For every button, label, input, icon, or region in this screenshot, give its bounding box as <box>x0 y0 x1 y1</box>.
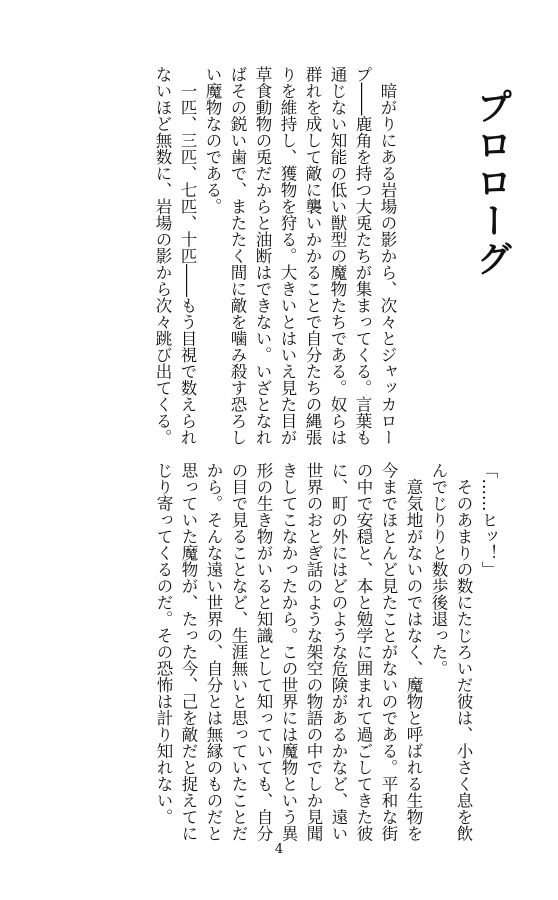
text-column: プ――鹿角を持つ大兎たちが集まってくる。言葉も <box>353 66 372 446</box>
text-column: から。そんな遠い世界の、自分とは無縁のものだと <box>204 462 223 842</box>
text-column: 意気地がないのではなく、魔物と呼ばれる生物を <box>404 462 423 842</box>
text-column: 群れを成して敵に襲いかかることで自分たちの縄張 <box>303 66 322 446</box>
text-column: りを維持し、獲物を狩る。大きいとはいえ見た目が <box>278 66 297 446</box>
page-number: 4 <box>274 842 284 857</box>
text-column: 思っていた魔物が、たった今、己を敵だと捉えてに <box>179 462 198 842</box>
text-column: んでじりりと数歩後退った。 <box>429 462 448 677</box>
text-column: きしてこなかったから。この世界には魔物という異 <box>279 462 298 842</box>
text-column: 形の生き物がいると知識として知っていても、自分 <box>254 462 273 842</box>
text-column: 草食動物の兎だからと油断はできない。いざとなれ <box>253 66 272 446</box>
text-column: 世界のおとぎ話のような架空の物語の中でしか見聞 <box>304 462 323 842</box>
text-column: そのあまりの数にたじろいだ彼は、小さく息を飲 <box>454 462 473 842</box>
text-column: 「……ヒッ！」 <box>479 462 498 578</box>
text-column: の中で安穏と、本と勉学に囲まれて過ごしてきた彼 <box>354 462 373 842</box>
text-column: 暗がりにある岩場の影から、次々とジャッカロー <box>378 66 397 446</box>
text-column: ばその鋭い歯で、またたく間に敵を噛み殺す恐ろし <box>228 66 247 446</box>
text-block-top <box>100 66 400 446</box>
text-column: 今までほとんど見たことがないのである。平和な街 <box>379 462 398 842</box>
text-column: い魔物なのである。 <box>203 66 222 215</box>
text-column: の目で見ることなど、生涯無いと思っていたことだ <box>229 462 248 842</box>
text-block-bottom <box>75 462 501 842</box>
text-column: 一匹、三匹、七匹、十匹――もう目視で数えられ <box>178 66 197 446</box>
text-column: 通じない知能の低い獣型の魔物たちである。奴らは <box>328 66 347 446</box>
text-column: じり寄ってくるのだ。その恐怖は計り知れない。 <box>154 462 173 825</box>
text-column: に、町の外にはどのような危険があるかなど、遠い <box>329 462 348 842</box>
text-column: ないほど無数に、岩場の影から次々跳び出てくる。 <box>153 66 172 446</box>
chapter-title: プロローグ <box>471 88 512 278</box>
